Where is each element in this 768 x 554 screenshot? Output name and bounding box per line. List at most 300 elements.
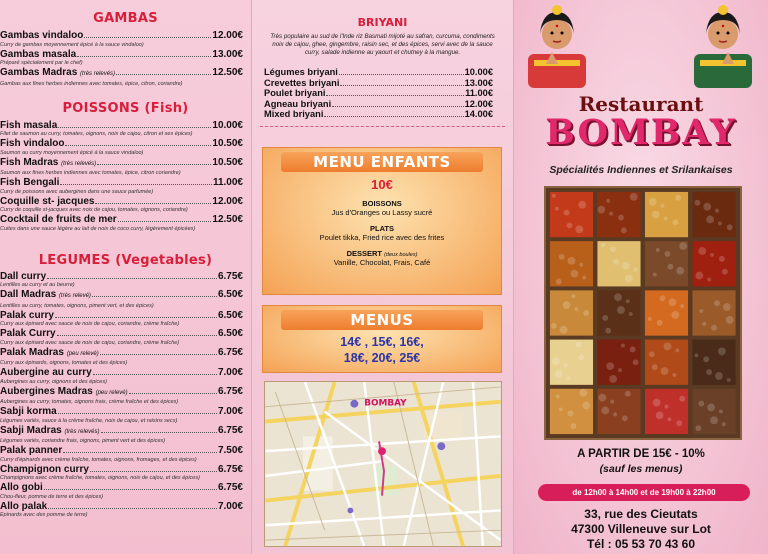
menu-item xyxy=(0,120,251,139)
dot-leader xyxy=(48,508,217,509)
kids-dessert-title-text: DESSERT xyxy=(346,249,382,258)
spice-grain xyxy=(698,401,704,407)
legumes-title xyxy=(0,253,251,268)
legumes-list xyxy=(0,271,251,520)
menu-item-description: Gambas aux fines herbes indiennes avec tomates, épice, citron, coriandre) xyxy=(0,80,183,87)
menu-item-name-text: Fish Bengali xyxy=(0,177,60,188)
spice-grain xyxy=(621,344,625,348)
spice-grain xyxy=(652,211,660,219)
poissons-subtitle: (Fish) xyxy=(144,100,189,116)
spice-grain xyxy=(601,407,609,415)
menu-item-price: 6.75€ xyxy=(217,482,243,493)
spice-grain xyxy=(634,268,638,272)
spice-grain xyxy=(621,227,627,233)
menus-title: MENUS xyxy=(281,310,483,330)
menu-item-line xyxy=(0,30,243,42)
spice-grain xyxy=(710,253,714,257)
menu-item-name xyxy=(0,289,91,303)
spice-grain xyxy=(610,246,616,252)
spice-grain xyxy=(680,304,684,308)
spice-grain xyxy=(675,195,681,201)
spice-grain xyxy=(702,322,706,326)
menu-item-price: 6.75€ xyxy=(217,424,243,436)
menu-item-price: 10.00€ xyxy=(212,119,243,131)
spice-grain xyxy=(727,224,733,230)
dot-leader xyxy=(84,37,211,38)
menu-item-name xyxy=(0,464,89,476)
menu-item-name-text: Allo palak xyxy=(0,500,48,512)
spice-cell xyxy=(550,192,593,237)
menu-item xyxy=(0,177,251,196)
menu-item-name-text: Sabji korma xyxy=(0,406,57,417)
menu-item xyxy=(0,445,251,464)
kids-boissons xyxy=(263,199,501,217)
spice-grain xyxy=(706,216,714,224)
kids-plats xyxy=(263,224,501,242)
spice-grain xyxy=(660,295,666,301)
dot-leader xyxy=(101,432,217,433)
menu-item-name xyxy=(0,177,59,189)
goddess-illustration-icon xyxy=(694,4,752,88)
spice-grain xyxy=(698,247,706,255)
spice-grain xyxy=(722,269,728,275)
menu-item-name-text: Fish vindaloo xyxy=(0,138,65,149)
spice-grain xyxy=(722,422,726,426)
spice-grain xyxy=(679,396,685,402)
kids-plats-title: PLATS xyxy=(369,224,395,233)
menu-item-note: (très relevé) xyxy=(58,293,91,299)
spice-grain xyxy=(622,262,630,270)
spice-grain xyxy=(563,301,571,309)
spice-grain xyxy=(652,364,658,370)
menu-item-description: Curry d'épinards avec crème fraîche, tomates, oignons, fromages, et des épices) xyxy=(0,456,197,463)
menu-panel-right xyxy=(514,0,768,554)
spice-grain xyxy=(661,367,669,375)
menu-item-line xyxy=(264,109,493,120)
menu-item xyxy=(0,367,251,386)
spice-grain xyxy=(622,415,628,421)
kids-boissons-title: BOISSONS xyxy=(362,199,402,208)
spice-grain xyxy=(699,309,703,313)
spice-grain xyxy=(706,369,712,375)
menu-item-line xyxy=(0,138,243,150)
address-street: 33, rue des Cieutats xyxy=(584,507,698,521)
spice-grain xyxy=(556,395,560,399)
spice-grain xyxy=(661,204,665,208)
menu-item xyxy=(0,347,251,368)
menu-item-name-text: Dall Madras xyxy=(0,289,57,300)
menu-item xyxy=(0,157,251,178)
spice-grain xyxy=(609,375,617,383)
map-graphic xyxy=(265,382,501,546)
menu-item xyxy=(0,464,251,483)
menu-item-line xyxy=(264,78,493,89)
menu-item xyxy=(0,289,251,310)
phone-number: Tél : 05 53 70 43 60 xyxy=(586,537,696,551)
spice-grain xyxy=(618,368,622,372)
spice-grain xyxy=(671,311,679,319)
dot-leader xyxy=(100,354,217,355)
menu-item-name xyxy=(0,425,100,439)
menu-item-price: 7.00€ xyxy=(217,406,243,417)
promo-exception: (sauf les menus) xyxy=(599,463,683,475)
kids-dessert-title xyxy=(263,249,501,258)
menu-item-description: Curry de coquille st-jacques avec noix de cajou, tomates, oignons, coriandre) xyxy=(0,207,188,213)
menu-item xyxy=(0,406,251,425)
menu-item-description: Lentilles au curry et au beurre) xyxy=(0,282,75,288)
menus-prices-line1: 14€ , 15€, 16€, xyxy=(340,335,424,349)
menu-item-description: Champignons avec crème fraîche, tomates, oignons, noix de cajou, et des épices) xyxy=(0,475,200,481)
dot-leader xyxy=(60,184,212,185)
menu-item-name xyxy=(0,271,46,283)
menu-item-price: 10.00€ xyxy=(464,67,493,77)
menu-item-line xyxy=(0,347,243,361)
menu-item-name xyxy=(0,49,76,61)
menu-item-name xyxy=(0,406,57,418)
menu-item-name-text: Cocktail de fruits de mer xyxy=(0,214,117,225)
spice-grain xyxy=(653,399,661,407)
spice-grain xyxy=(672,219,678,225)
menu-item-price: 7.00€ xyxy=(217,500,243,512)
menu-item-name xyxy=(0,482,43,494)
spice-grain xyxy=(695,272,703,280)
menu-item-name xyxy=(264,88,325,99)
spice-grain xyxy=(665,405,669,409)
dot-leader xyxy=(97,164,211,165)
spice-grain xyxy=(626,299,630,303)
spice-grain xyxy=(657,320,663,326)
spice-grain xyxy=(606,362,614,370)
spice-grain xyxy=(575,225,583,233)
menu-item-description: Curry aux épinard avec sauce de noix de cajou, coriandre, crème fraîche) xyxy=(0,339,180,346)
briyani-list xyxy=(264,67,501,120)
menu-item-name xyxy=(0,120,57,132)
spice-cell xyxy=(692,241,735,286)
menu-item-name-text: Crevettes briyani xyxy=(264,77,340,88)
menu-item-note: (très relevés) xyxy=(64,428,100,435)
dot-leader xyxy=(93,374,217,375)
menu-item xyxy=(0,30,251,49)
spice-grain xyxy=(582,402,590,410)
kids-dessert-text: Vanille, Chocolat, Frais, Café xyxy=(333,258,431,267)
menu-item-name-text: Aubergines Madras xyxy=(0,385,93,397)
menu-item-note: (très relevés) xyxy=(61,160,97,167)
kids-menu-title: MENU ENFANTS xyxy=(281,152,483,172)
spice-grain xyxy=(630,193,638,201)
menu-item-line xyxy=(0,214,243,226)
spice-grain xyxy=(575,342,581,348)
menu-item-price: 12.00€ xyxy=(212,195,243,207)
menu-item-name-text: Fish masala xyxy=(0,119,58,131)
spice-grain xyxy=(583,310,589,316)
menu-item-price: 6.75€ xyxy=(217,385,243,397)
menu-item-line xyxy=(0,120,243,132)
spice-grain xyxy=(613,412,617,416)
dot-leader xyxy=(326,95,464,96)
spice-grain xyxy=(727,378,731,382)
spice-grain xyxy=(695,425,701,431)
goddess-illustration-icon xyxy=(528,4,586,88)
menu-item xyxy=(0,196,251,215)
menu-item-line xyxy=(0,177,243,189)
menu-item-name xyxy=(0,367,92,379)
menu-item-name xyxy=(264,109,323,120)
menu-item-description: Cuites dans une sauce légère au lait de noix de coco curry, légèrement épicées) xyxy=(0,225,196,232)
menu-item-name-text: Palak Curry xyxy=(0,328,56,339)
menu-item-line xyxy=(0,310,243,322)
dot-leader xyxy=(339,74,464,75)
spice-grain xyxy=(552,357,560,365)
menu-item xyxy=(264,78,501,89)
menu-item-line xyxy=(0,501,243,513)
spice-grain xyxy=(564,210,570,216)
menu-item xyxy=(0,49,251,68)
legumes-title-text: LEGUMES xyxy=(38,252,111,268)
menu-item-description: Curry de gambas moyennement épicé à la sauce vindaloo) xyxy=(0,41,144,48)
menu-item-line xyxy=(0,367,243,379)
spice-grain xyxy=(614,293,622,301)
menu-item-name xyxy=(0,196,94,208)
dot-leader xyxy=(65,145,211,146)
kids-boissons-text: Jus d'Oranges ou Lassy sucré xyxy=(331,208,433,217)
restaurant-label: Restaurant xyxy=(578,92,704,116)
spice-grain xyxy=(707,278,711,282)
menu-item-line xyxy=(0,445,243,457)
menu-item-name-text: Sabji Madras xyxy=(0,424,62,436)
spice-grain xyxy=(653,273,657,277)
spice-grain xyxy=(679,242,687,250)
legumes-subtitle: (Vegetables) xyxy=(115,252,213,268)
menu-item-name xyxy=(0,445,62,457)
spice-grain xyxy=(723,303,731,311)
menu-item-line xyxy=(0,406,243,418)
menu-item-name-text: Dall curry xyxy=(0,270,47,282)
gambas-title: GAMBAS xyxy=(93,11,158,26)
spice-grain xyxy=(582,276,586,280)
menu-item-name xyxy=(0,386,128,400)
spice-grain xyxy=(555,370,563,378)
menu-item-description: Aubergines au curry, tomates, oignons frais, crème fraîche et des épices) xyxy=(0,399,179,405)
menu-item-price: 12.50€ xyxy=(212,214,243,225)
spice-grain xyxy=(579,389,587,397)
spice-grain xyxy=(568,410,574,416)
spice-grain xyxy=(609,212,613,216)
spice-grain xyxy=(707,404,715,412)
menu-item-price: 13.00€ xyxy=(212,48,243,60)
spice-grain xyxy=(610,400,614,404)
kids-dessert xyxy=(263,249,501,267)
dot-leader xyxy=(55,317,217,318)
dot-leader xyxy=(116,74,211,75)
menu-item-price: 13.00€ xyxy=(464,77,493,88)
menu-item-price: 7.50€ xyxy=(217,445,243,456)
menu-item-description: Curry de poissons avec aubergines dans une sauce parfumée) xyxy=(0,188,154,195)
spice-grain xyxy=(703,356,709,362)
dot-leader xyxy=(129,393,217,394)
menu-item-name-text: Palak curry xyxy=(0,309,54,321)
menus-prices xyxy=(263,334,501,366)
spice-grain xyxy=(656,248,660,252)
menu-panel-middle xyxy=(252,0,514,554)
spice-grain xyxy=(564,363,568,367)
menu-item-description: Epinards avec des pomme de terre) xyxy=(0,512,88,518)
dot-leader xyxy=(44,489,217,490)
spice-grain xyxy=(665,251,671,257)
spice-grain xyxy=(711,325,717,331)
menu-item-line xyxy=(0,386,243,400)
menu-item-line xyxy=(264,67,493,78)
menu-item-name xyxy=(264,99,331,110)
menu-item-note: (très relevés) xyxy=(80,71,116,77)
menu-item-line xyxy=(264,88,493,99)
spice-grain xyxy=(715,209,719,213)
spices-photo xyxy=(544,186,742,440)
spice-grain xyxy=(570,423,576,429)
dot-leader xyxy=(77,56,211,57)
spice-grain xyxy=(656,411,664,419)
menu-item xyxy=(264,88,501,99)
menu-item xyxy=(264,109,501,120)
tagline: Spécialités Indiennes et Srilankaises xyxy=(549,164,733,176)
spice-grain xyxy=(559,407,563,411)
spice-grain xyxy=(568,257,576,265)
spice-grain xyxy=(649,351,655,357)
menu-item-name-text: Fish Madras xyxy=(0,156,59,168)
menu-item-name xyxy=(0,347,99,361)
menu-item-name-text: Légumes briyani xyxy=(264,67,338,77)
menu-item-price: 12.50€ xyxy=(212,67,243,78)
kids-menu-price: 10€ xyxy=(371,177,393,192)
spice-grain xyxy=(668,298,676,306)
spice-grain xyxy=(605,328,611,334)
menu-item-name-text: Poulet briyani xyxy=(264,88,326,98)
spice-grain xyxy=(633,359,639,365)
menu-item-price: 12.00€ xyxy=(212,30,243,41)
dot-leader xyxy=(57,335,217,336)
spice-grain xyxy=(664,217,668,221)
restaurant-name: BOMBAY xyxy=(545,112,737,153)
spice-grid-graphic xyxy=(546,188,740,438)
spice-grain xyxy=(560,326,568,334)
menu-item-price: 14.00€ xyxy=(464,109,493,119)
menu-item-price: 7.00€ xyxy=(217,367,243,378)
spice-grain xyxy=(613,259,619,265)
menu-item-name xyxy=(264,67,338,78)
menu-item-description: Curry aux épinards, oignons, tomates et des épices) xyxy=(0,360,128,366)
menu-item-name-text: Gambas masala xyxy=(0,48,77,60)
briyani-description: Très populaire au sud de l'Inde riz Basmati mijoté au safran, curcuma, condiments noix de cajou, ghee, gingembre, raisin sec, et des épices, servi avec de la sauce curry, salade indienne au yaourt et chutney à la mangue. xyxy=(270,33,495,56)
menu-item-name-text: Coquille st- jacques xyxy=(0,195,95,207)
menu-item-line xyxy=(0,196,243,208)
dot-leader xyxy=(95,203,211,204)
menu-item-name xyxy=(0,138,64,150)
menu-item-price: 6.75€ xyxy=(217,270,243,282)
spice-grain xyxy=(606,199,610,203)
spice-grain xyxy=(715,372,723,380)
spice-grain xyxy=(579,263,583,267)
spice-grain xyxy=(551,323,557,329)
menu-item-price: 11.00€ xyxy=(465,88,493,98)
menu-item-price: 11.00€ xyxy=(212,177,243,188)
spice-grain xyxy=(625,275,633,283)
dot-leader xyxy=(92,296,217,297)
menu-item-line xyxy=(0,425,243,439)
spice-grain xyxy=(629,312,633,316)
address-city: 47300 Villeneuve sur Lot xyxy=(571,522,711,536)
menu-item xyxy=(264,67,501,78)
spice-grain xyxy=(570,270,578,278)
dot-leader xyxy=(63,452,217,453)
divider xyxy=(260,126,505,127)
menu-item-name-text: Gambas Madras xyxy=(0,67,78,78)
spice-grain xyxy=(667,264,673,270)
menus-prices-line2: 18€, 20€, 25€ xyxy=(343,351,421,365)
kids-plats-text: Poulet tikka, Fried rice avec des frites xyxy=(319,233,445,242)
menu-item-description: Chou-fleur, pomme de terre et des épices) xyxy=(0,493,104,500)
spice-grain xyxy=(694,353,698,357)
menu-item-name xyxy=(0,67,115,81)
menu-item-name xyxy=(0,310,54,322)
spice-cell xyxy=(692,192,735,237)
menu-item xyxy=(0,67,251,88)
poissons-list xyxy=(0,120,251,233)
kids-menu-box xyxy=(262,147,502,295)
menu-item-price: 6.50€ xyxy=(217,289,243,300)
briyani-title: BRIYANI xyxy=(357,16,408,29)
dot-leader xyxy=(47,278,217,279)
menu-item-name-text: Gambas vindaloo xyxy=(0,30,84,41)
menu-item xyxy=(0,138,251,157)
menu-item-line xyxy=(0,271,243,283)
poissons-title-text: POISSONS xyxy=(62,100,140,116)
menu-item-name-text: Palak Madras xyxy=(0,346,64,358)
menu-item-price: 6.75€ xyxy=(217,463,243,475)
menu-item-name-text: Aubergine au curry xyxy=(0,367,92,378)
menu-item xyxy=(0,214,251,233)
menu-item-name xyxy=(0,501,47,513)
spice-grain xyxy=(667,417,671,421)
spice-grain xyxy=(552,194,556,198)
menu-item-price: 6.75€ xyxy=(217,346,243,358)
menu-item-description: Filet de saumon au curry, tomates, oignons, noix de cajou, citron et ses épices) xyxy=(0,131,193,137)
spice-grain xyxy=(618,215,624,221)
spice-grain xyxy=(602,315,608,321)
menu-item xyxy=(0,271,251,290)
spice-grain xyxy=(672,373,676,377)
spice-grain xyxy=(675,348,679,352)
opening-hours-badge: de 12h00 à 14h00 et de 19h00 à 22h00 xyxy=(538,484,750,501)
spice-grain xyxy=(556,279,562,285)
spice-grain xyxy=(718,221,722,225)
spice-grain xyxy=(719,256,725,262)
menu-item-name xyxy=(0,30,83,42)
menu-item-price: 10.50€ xyxy=(212,138,243,149)
spice-cell xyxy=(645,290,688,335)
gambas-list xyxy=(0,30,251,88)
spice-grain xyxy=(694,200,700,206)
menu-item-name xyxy=(264,78,339,89)
menu-item-description: Légumes variés, coriandre frais, oignons, piment vert et des épices) xyxy=(0,438,166,444)
spice-grain xyxy=(578,201,586,209)
spice-grain xyxy=(718,347,726,355)
menu-item-line xyxy=(0,49,243,61)
spice-grain xyxy=(648,317,652,321)
menu-item-name-text: Mixed briyani xyxy=(264,109,324,119)
spice-grain xyxy=(567,376,571,380)
spice-grain xyxy=(597,206,605,214)
menu-item xyxy=(0,425,251,446)
spice-grain xyxy=(601,243,605,247)
